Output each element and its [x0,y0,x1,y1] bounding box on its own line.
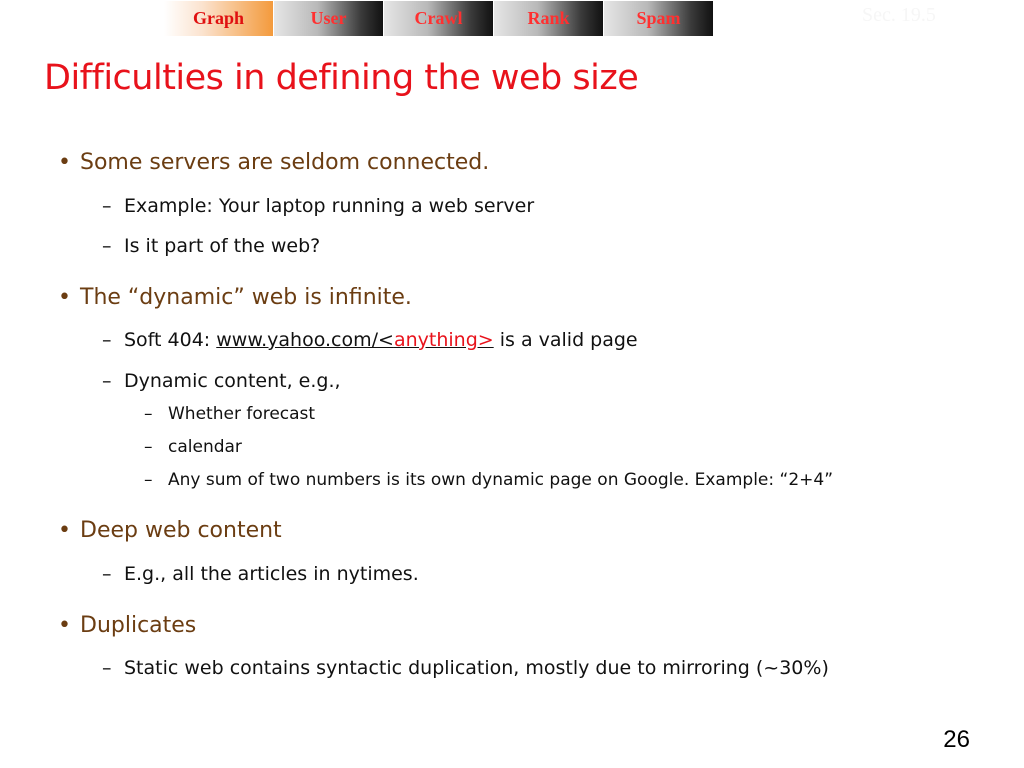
sub-sub-bullet-text: Whether forecast [168,404,316,424]
slide-title: Difficulties in defining the web size [44,58,639,98]
sub-sub-bullet-forecast [144,404,315,424]
sub-sub-bullet-text: Any sum of two numbers is its own dynamic page on Google. Example: “2+4” [168,470,834,490]
dash-icon: – [102,370,112,392]
dash-icon: – [102,563,112,585]
bullet-dot-icon: • [58,518,71,543]
tab-graph[interactable]: Graph [164,1,274,36]
bullet-text: Some servers are seldom connected. [80,150,490,175]
sub-bullet-text: Example: Your laptop running a web server [124,195,535,217]
bullet-dot-icon: • [58,150,71,175]
sub-bullet-part-of-web [102,235,320,257]
page-number: 26 [943,726,970,753]
bullet-dynamic-web [58,285,412,310]
sub-sub-bullet-text: calendar [168,437,242,457]
sub-bullet-text: E.g., all the articles in nytimes. [124,563,419,585]
sub-bullet-text: Static web contains syntactic duplication, mostly due to mirroring (~30%) [124,657,829,679]
dash-icon: – [102,195,112,217]
bullet-deep-web [58,518,282,543]
sub-bullet-text: Is it part of the web? [124,235,321,257]
bullet-duplicates [58,613,196,638]
sub-sub-bullet-calendar [144,437,242,457]
soft-404-suffix: is a valid page [493,329,638,351]
bullet-servers [58,150,489,175]
sub-sub-bullet-sum [144,470,833,490]
soft-404-prefix: Soft 404: [124,329,217,351]
tab-spam[interactable]: Spam [604,1,714,36]
yahoo-link[interactable] [216,329,493,351]
dash-icon: – [144,470,153,490]
dash-icon: – [102,657,112,679]
sub-bullet-mirroring [102,657,829,679]
yahoo-link-text: www.yahoo.com/< [216,329,394,351]
bullet-dot-icon: • [58,285,71,310]
bullet-text: Duplicates [80,613,197,638]
dash-icon: – [144,437,153,457]
sub-bullet-soft-404 [102,329,638,351]
tab-crawl[interactable]: Crawl [384,1,494,36]
sub-bullet-nytimes [102,563,419,585]
tab-rank[interactable]: Rank [494,1,604,36]
dash-icon: – [102,329,112,351]
dash-icon: – [102,235,112,257]
bullet-text: Deep web content [80,518,282,543]
sub-bullet-text: Dynamic content, e.g., [124,370,341,392]
section-reference: Sec. 19.5 [862,4,936,26]
bullet-text: The “dynamic” web is infinite. [80,285,412,310]
sub-bullet-dynamic-content [102,370,341,392]
section-nav [164,1,714,36]
yahoo-link-anything: anything> [393,329,494,351]
sub-bullet-laptop [102,195,534,217]
bullet-dot-icon: • [58,613,71,638]
dash-icon: – [144,404,153,424]
tab-user[interactable]: User [274,1,384,36]
